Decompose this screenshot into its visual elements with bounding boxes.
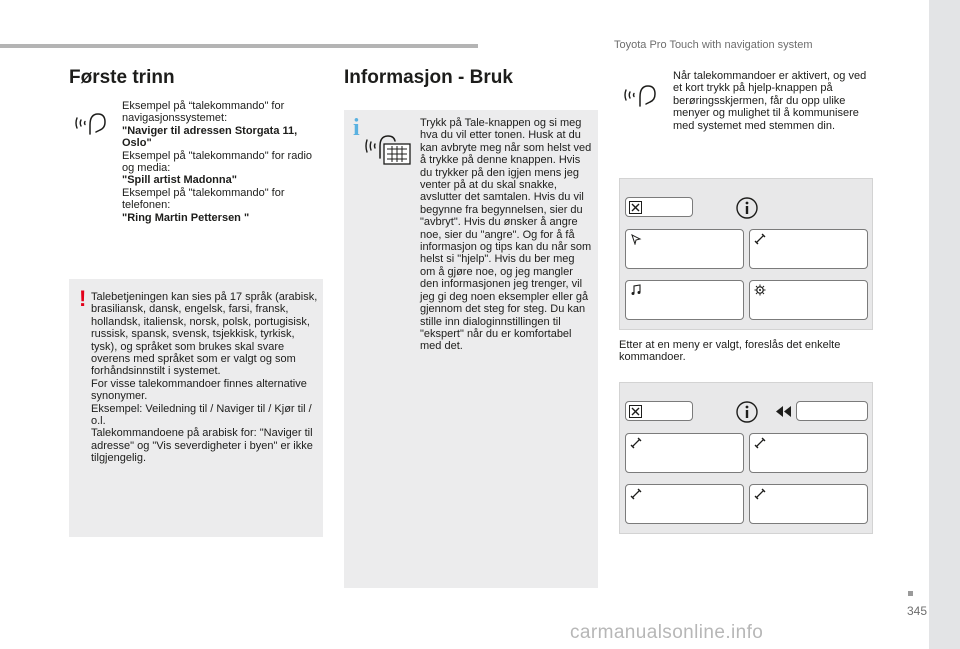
- example-command: "Spill artist Madonna": [122, 174, 237, 187]
- close-x-icon: [629, 201, 642, 214]
- example-command: "Ring Martin Pettersen ": [122, 211, 250, 224]
- phone-icon: [754, 488, 766, 500]
- settings-gear-icon: [754, 284, 766, 296]
- page-number: 345: [906, 604, 927, 618]
- example-line: Eksempel på "talekommando" for radio og media:: [122, 149, 313, 175]
- continuation-square: [908, 591, 913, 596]
- info-box: [344, 110, 598, 588]
- warning-paragraph: Eksempel: Veiledning til / Naviger til / Kjør til / o.l.: [91, 402, 312, 428]
- voice-command-icon: [623, 82, 657, 110]
- warning-text: [91, 291, 321, 465]
- heading-forste-trinn: Første trinn: [69, 67, 175, 88]
- close-button[interactable]: [625, 401, 693, 421]
- menu-navigation-button[interactable]: [625, 229, 744, 269]
- close-button[interactable]: [625, 197, 693, 217]
- navigation-arrow-icon: [630, 233, 642, 245]
- warning-paragraph: For visse talekommandoer finnes alternative synonymer.: [91, 377, 307, 403]
- intro-text: Når talekommandoer er aktivert, og ved et kort trykk på hjelp-knappen på berøringsskjermen, får du opp ulike menyer og mulighet til å kommunisere med systemet med stemmen din.: [673, 70, 867, 132]
- info-circle-icon[interactable]: [736, 401, 758, 423]
- warning-box: [69, 279, 323, 537]
- warning-mark: !: [79, 286, 87, 311]
- example-command: "Naviger til adressen Storgata 11, Oslo": [122, 124, 298, 150]
- info-mark: i: [353, 115, 360, 141]
- back-rewind-icon: [775, 405, 793, 418]
- command-button[interactable]: [749, 433, 868, 473]
- voice-command-icon: [74, 110, 106, 138]
- warning-paragraph: Talebetjeningen kan sies på 17 språk (arabisk, brasiliansk, dansk, engelsk, farsi, fransk, hollandsk, italiensk, norsk, polsk, portugisisk, russisk, spansk, svensk, tsjekkisk, tyrkisk, tysk), og språket som brukes skal svare overens med språket som er valgt og som forhåndsinnstilt i systemet.: [91, 291, 318, 378]
- menu-media-button[interactable]: [625, 280, 744, 320]
- phone-icon: [630, 437, 642, 449]
- info-circle-icon[interactable]: [736, 197, 758, 219]
- command-button[interactable]: [625, 484, 744, 524]
- example-line: Eksempel på "talekommando" for telefonen:: [122, 186, 285, 212]
- header-title: Toyota Pro Touch with navigation system: [614, 39, 813, 51]
- menu-settings-button[interactable]: [749, 280, 868, 320]
- phone-icon: [630, 488, 642, 500]
- info-text: Trykk på Tale-knappen og si meg hva du vil etter tonen. Husk at du kan avbryte meg når som helst ved å trykke på denne knappen. Hvis du trykker på den igjen mens jeg venter på at du skal snakke, avslutter det samtalen. Hvis du vil begynne fra begynnelsen, sier du "avbryt". Hvis du ønsker å angre noe, sier du "angre". Og for å få informasjon og tips kan du når som helst si "hjelp". Hvis du ber meg om å gjøre noe, og jeg mangler den informasjonen jeg trenger, vil jeg gi deg noen eksempler eller gå gjennom det steg for steg. Du kan stille inn dialoginnstillingen til "ekspert" når du er komfortabel med det.: [420, 117, 592, 353]
- command-menu-screen: [619, 382, 873, 534]
- back-button[interactable]: [796, 401, 868, 421]
- phone-icon: [754, 233, 766, 245]
- menu-phone-button[interactable]: [749, 229, 868, 269]
- caption-text: Etter at en meny er valgt, foreslås det enkelte kommandoer.: [619, 339, 841, 364]
- heading-informasjon-bruk: Informasjon - Bruk: [344, 67, 513, 88]
- top-rule: [0, 44, 478, 48]
- side-strip: [929, 0, 960, 649]
- watermark: carmanualsonline.info: [570, 622, 764, 643]
- example-line: Eksempel på “talekommando" for navigasjonssystemet:: [122, 100, 285, 125]
- voice-command-grille-icon: [364, 132, 412, 166]
- command-button[interactable]: [625, 433, 744, 473]
- command-examples: [122, 100, 322, 224]
- command-button[interactable]: [749, 484, 868, 524]
- music-note-icon: [630, 284, 642, 296]
- close-x-icon: [629, 405, 642, 418]
- help-menu-screen: [619, 178, 873, 330]
- warning-paragraph: Talekommandoene på arabisk for: "Naviger til adresse" og "Vis severdigheter i byen" er ikke tilgjengelig.: [91, 427, 313, 465]
- phone-icon: [754, 437, 766, 449]
